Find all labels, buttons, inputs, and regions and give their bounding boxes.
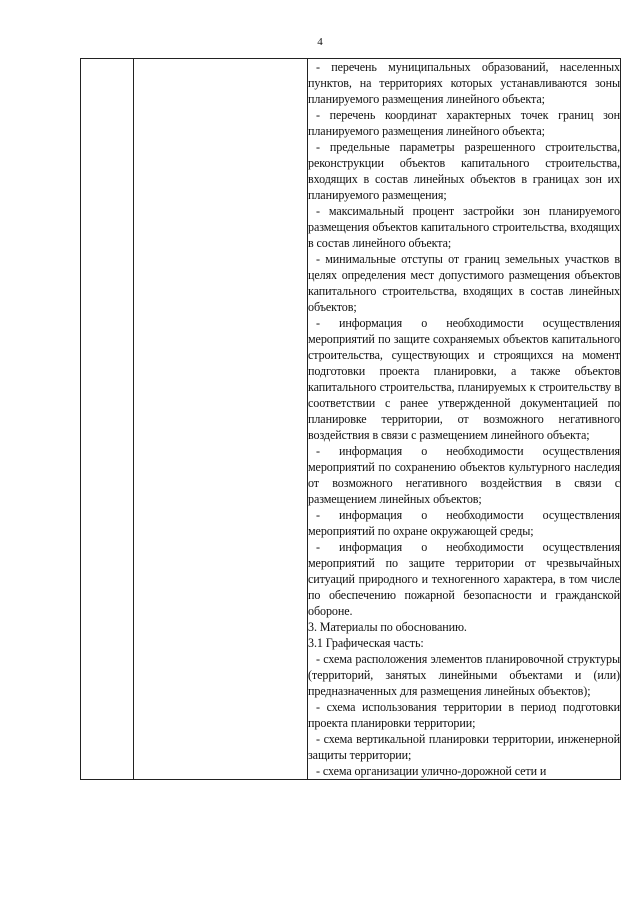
list-item: - схема организации улично-дорожной сети и [316, 764, 547, 778]
list-item: - перечень координат характерных точек границ зон планируемого размещения линейного объекта; [308, 108, 620, 138]
page-number: 4 [317, 36, 323, 48]
table-cell-content [308, 59, 621, 780]
table-cell-number [81, 59, 134, 780]
table-cell-section [134, 59, 308, 780]
requirements-table [80, 58, 621, 780]
list-item: - информация о необходимости осуществления мероприятий по охране окружающей среды; [308, 508, 620, 538]
section-heading: 3.1 Графическая часть: [308, 636, 424, 650]
list-item: - схема вертикальной планировки территории, инженерной защиты территории; [308, 732, 620, 762]
list-item: - схема использования территории в период подготовки проекта планировки территории; [308, 700, 620, 730]
list-item: - информация о необходимости осуществления мероприятий по сохранению объектов культурного наследия от возможного негативного воздействия в связи с размещением линейных объектов; [308, 444, 620, 506]
list-item: - минимальные отступы от границ земельных участков в целях определения мест допустимого размещения объектов капитального строительства, входящих в состав линейных объектов; [308, 252, 620, 314]
list-item: - информация о необходимости осуществления мероприятий по защите сохраняемых объектов капитального строительства, существующих и строящихся на момент подготовки проекта планировки, а также объектов капитального строительства, планируемых к строительству в соответствии с ранее утвержденной документацией по планировке территории, от возможного негативного воздействия в связи с размещением линейного объекта; [308, 316, 620, 442]
list-item: - информация о необходимости осуществления мероприятий по защите территории от чрезвычайных ситуаций природного и техногенного характера, в том числе по обеспечению пожарной безопасности и гражданской обороне. [308, 540, 620, 618]
list-item: - предельные параметры разрешенного строительства, реконструкции объектов капитального строительства, входящих в состав линейных объектов в границах зон их планируемого размещения; [308, 140, 620, 202]
list-item: - перечень муниципальных образований, населенных пунктов, на территориях которых устанавливаются зоны планируемого размещения линейного объекта; [308, 60, 620, 106]
list-item: - максимальный процент застройки зон планируемого размещения объектов капитального строительства, входящих в состав линейного объекта; [308, 204, 620, 250]
table-row [81, 59, 621, 780]
list-item: - схема расположения элементов планировочной структуры (территорий, занятых линейными объектами и (или) предназначенных для размещения линейных объектов); [308, 652, 620, 698]
section-heading: 3. Материалы по обоснованию. [308, 620, 467, 634]
